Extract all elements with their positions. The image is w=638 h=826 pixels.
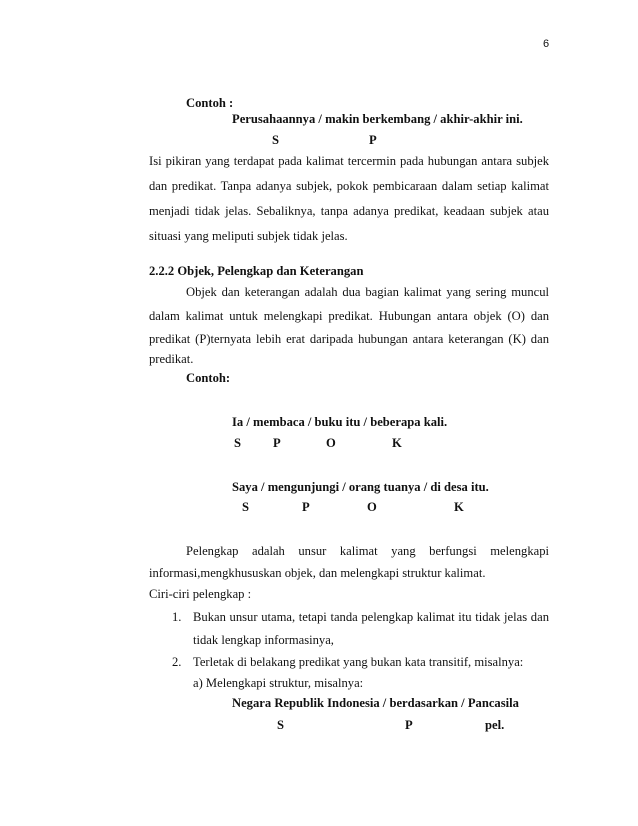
subject-tag: S — [277, 718, 285, 732]
adverbial-tag: K — [392, 436, 402, 450]
predicate-tag: P — [302, 500, 310, 514]
paragraph-line: menjadi tidak jelas. Sebaliknya, tanpa adanya predikat, keadaan subjek atau — [149, 204, 549, 218]
paragraph-line: informasi,mengkhususkan objek, dan melengkapi struktur kalimat. — [149, 566, 486, 580]
predicate-tag: P — [405, 718, 413, 732]
paragraph-line: Objek dan keterangan adalah dua bagian kalimat yang sering muncul — [186, 285, 549, 299]
example-sentence: Ia / membaca / buku itu / beberapa kali. — [232, 415, 448, 429]
paragraph-line: predikat. — [149, 352, 194, 366]
list-item-text: tidak lengkap informasinya, — [193, 633, 334, 647]
complement-tag: pel. — [485, 718, 505, 732]
subject-tag: S — [242, 500, 250, 514]
predicate-tag: P — [273, 436, 281, 450]
example-label: Contoh: — [186, 371, 231, 385]
object-tag: O — [326, 436, 336, 450]
example-sentence: Saya / mengunjungi / orang tuanya / di desa itu. — [232, 480, 489, 494]
paragraph-line: Pelengkap adalah unsur kalimat yang berfungsi melengkapi — [186, 544, 549, 558]
predicate-tag: P — [369, 133, 377, 147]
sub-item-text: a) Melengkapi struktur, misalnya: — [193, 676, 364, 690]
paragraph-line: dalam kalimat untuk melengkapi predikat. Hubungan antara objek (O) dan — [149, 309, 549, 323]
paragraph-line: dan predikat. Tanpa adanya subjek, pokok pembicaraan dalam setiap kalimat — [149, 179, 549, 193]
object-tag: O — [367, 500, 377, 514]
page-number: 6 — [543, 38, 550, 50]
example-label: Contoh : — [186, 96, 234, 110]
list-item-text: Bukan unsur utama, tetapi tanda pelengkap kalimat itu tidak jelas dan — [193, 610, 549, 624]
paragraph-line: Isi pikiran yang terdapat pada kalimat tercermin pada hubungan antara subjek — [149, 154, 549, 168]
example-sentence: Perusahaannya / makin berkembang / akhir-akhir ini. — [232, 112, 523, 126]
list-number: 2. — [172, 655, 182, 669]
section-heading: 2.2.2 Objek, Pelengkap dan Keterangan — [149, 264, 364, 278]
subject-tag: S — [234, 436, 242, 450]
example-sentence: Negara Republik Indonesia / berdasarkan / Pancasila — [232, 696, 519, 710]
subject-tag: S — [272, 133, 280, 147]
list-number: 1. — [172, 610, 182, 624]
list-item-text: Terletak di belakang predikat yang bukan kata transitif, misalnya: — [193, 655, 524, 669]
paragraph-line: situasi yang meliputi subjek tidak jelas. — [149, 229, 348, 243]
adverbial-tag: K — [454, 500, 464, 514]
paragraph-line: predikat (P)ternyata lebih erat daripada hubungan antara keterangan (K) dan — [149, 332, 549, 346]
list-heading: Ciri-ciri pelengkap : — [149, 587, 252, 601]
